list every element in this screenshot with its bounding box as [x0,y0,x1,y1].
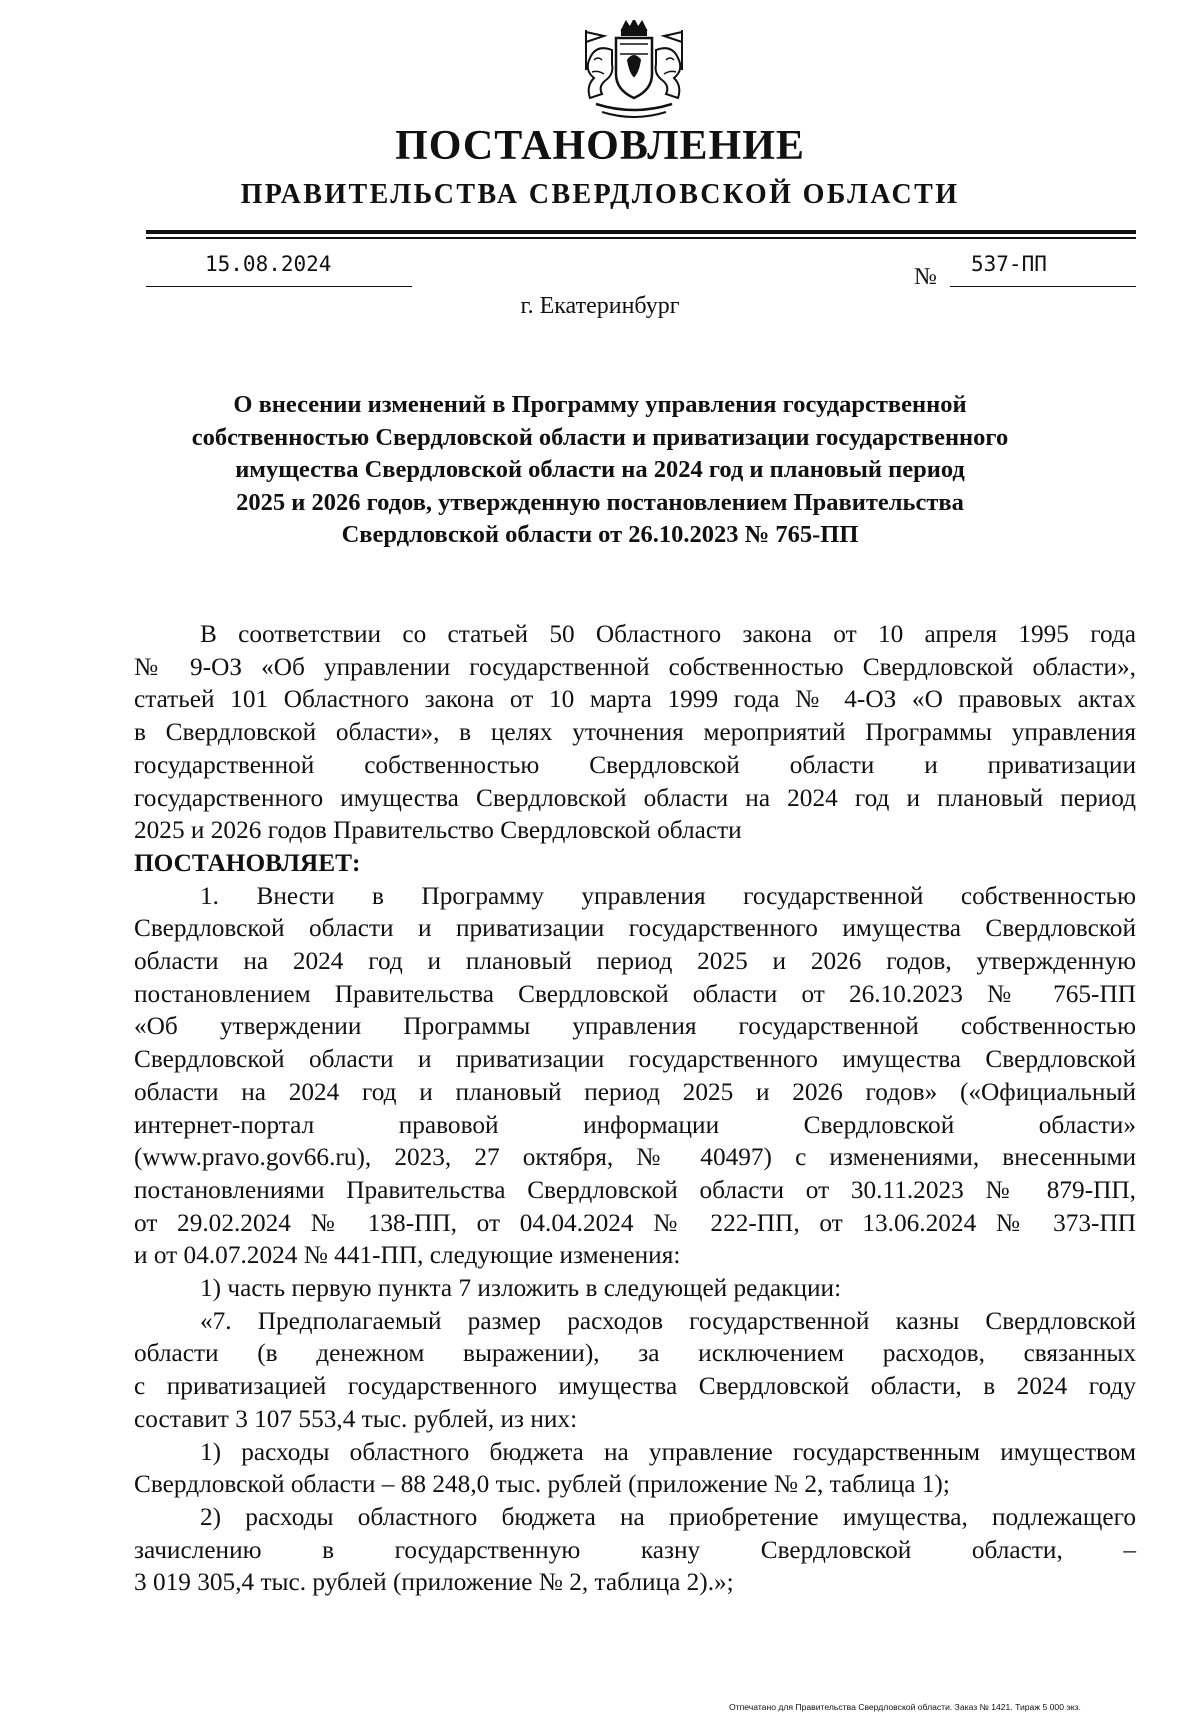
item1-line: постановлениями Правительства Свердловской области от 30.11.2023 № 879-ПП, [134,1175,1136,1204]
heading-line: имущества Свердловской области на 2024 год и плановый период [235,456,965,484]
document-title: ПОСТАНОВЛЕНИЕ [395,123,805,169]
document-date: 15.08.2024 [205,252,332,276]
quote-line: области (в денежном выражении), за исключением расходов, связанных [134,1339,1136,1368]
document-city: г. Екатеринбург [520,293,680,319]
expense2-line: 2) расходы областного бюджета на приобретение имущества, подлежащего [200,1502,1136,1531]
document-number: 537-ПП [971,252,1047,276]
number-sign: № [914,264,937,290]
expense1-line: Свердловской области – 88 248,0 тыс. рублей (приложение № 2, таблица 1); [134,1470,950,1499]
quote-line: составит 3 107 553,4 тыс. рублей, из них: [134,1404,578,1433]
item1-line: Свердловской области и приватизации государственного имущества Свердловской [134,1045,1136,1074]
document-body [134,618,1136,1599]
item1-line: Свердловской области и приватизации государственного имущества Свердловской [134,914,1136,943]
item1-line: 1. Внести в Программу управления государственной собственностью [200,881,1136,910]
preamble-line: 2025 и 2026 годов Правительство Свердловской области [134,816,742,845]
print-note: Отпечатано для Правительства Свердловской области. Заказ № 1421. Тираж 5 000 экз. [729,1702,1081,1712]
item1-line: области на 2024 год и плановый период 2025 и 2026 годов» («Официальный [134,1077,1136,1106]
expense2-line: зачислению в государственную казну Свердловской области, – [134,1535,1136,1564]
item1-line: (www.pravo.gov66.ru), 2023, 27 октября, № 40497) с изменениями, внесенными [134,1143,1136,1172]
preamble-line: статьей 101 Областного закона от 10 марта 1999 года № 4-ОЗ «О правовых актах [134,685,1136,714]
preamble-line: В соответствии со статьей 50 Областного закона от 10 апреля 1995 года [200,620,1136,648]
preamble-line: в Свердловской области», в целях уточнения мероприятий Программы управления [134,718,1136,747]
item1-line: постановлением Правительства Свердловской области от 26.10.2023 № 765-ПП [134,979,1136,1008]
subitem-1: 1) часть первую пункта 7 изложить в следующей редакции: [200,1274,842,1303]
document-heading [150,389,1050,552]
item1-line: от 29.02.2024 № 138-ПП, от 04.04.2024 № 222-ПП, от 13.06.2024 № 373-ПП [134,1208,1136,1237]
document-subtitle: ПРАВИТЕЛЬСТВА СВЕРДЛОВСКОЙ ОБЛАСТИ [240,179,960,210]
item1-line: интернет-портал правовой информации Свердловской области» [134,1110,1136,1139]
preamble-line: № 9-ОЗ «Об управлении государственной собственностью Свердловской области», [134,652,1136,681]
heading-line: собственностью Свердловской области и приватизации государственного [191,423,1009,451]
item1-line: и от 04.07.2024 № 441-ПП, следующие изменения: [134,1241,681,1270]
heading-line: Свердловской области от 26.10.2023 № 765-ПП [341,521,859,549]
header-divider-thin [146,237,1136,239]
item1-line: области на 2024 год и плановый период 2025 и 2026 годов, утвержденную [134,947,1136,976]
coat-of-arms-icon [572,20,696,124]
quote-line: с приватизацией государственного имущества Свердловской области, в 2024 году [134,1372,1136,1401]
expense2-line: 3 019 305,4 тыс. рублей (приложение № 2, таблица 2).»; [134,1568,734,1597]
heading-line: 2025 и 2026 годов, утвержденную постановлением Правительства [236,488,964,516]
header-divider-thick [146,230,1136,234]
preamble-line: государственного имущества Свердловской области на 2024 год и плановый период [134,783,1136,812]
heading-line: О внесении изменений в Программу управления государственной [233,391,967,418]
resolves-heading: ПОСТАНОВЛЯЕТ: [134,848,361,877]
item1-line: «Об утверждении Программы управления государственной собственностью [134,1012,1136,1041]
quote-line: «7. Предполагаемый размер расходов государственной казны Свердловской [200,1306,1136,1335]
preamble-line: государственной собственностью Свердловской области и приватизации [134,750,1136,779]
expense1-line: 1) расходы областного бюджета на управление государственным имуществом [200,1437,1136,1466]
